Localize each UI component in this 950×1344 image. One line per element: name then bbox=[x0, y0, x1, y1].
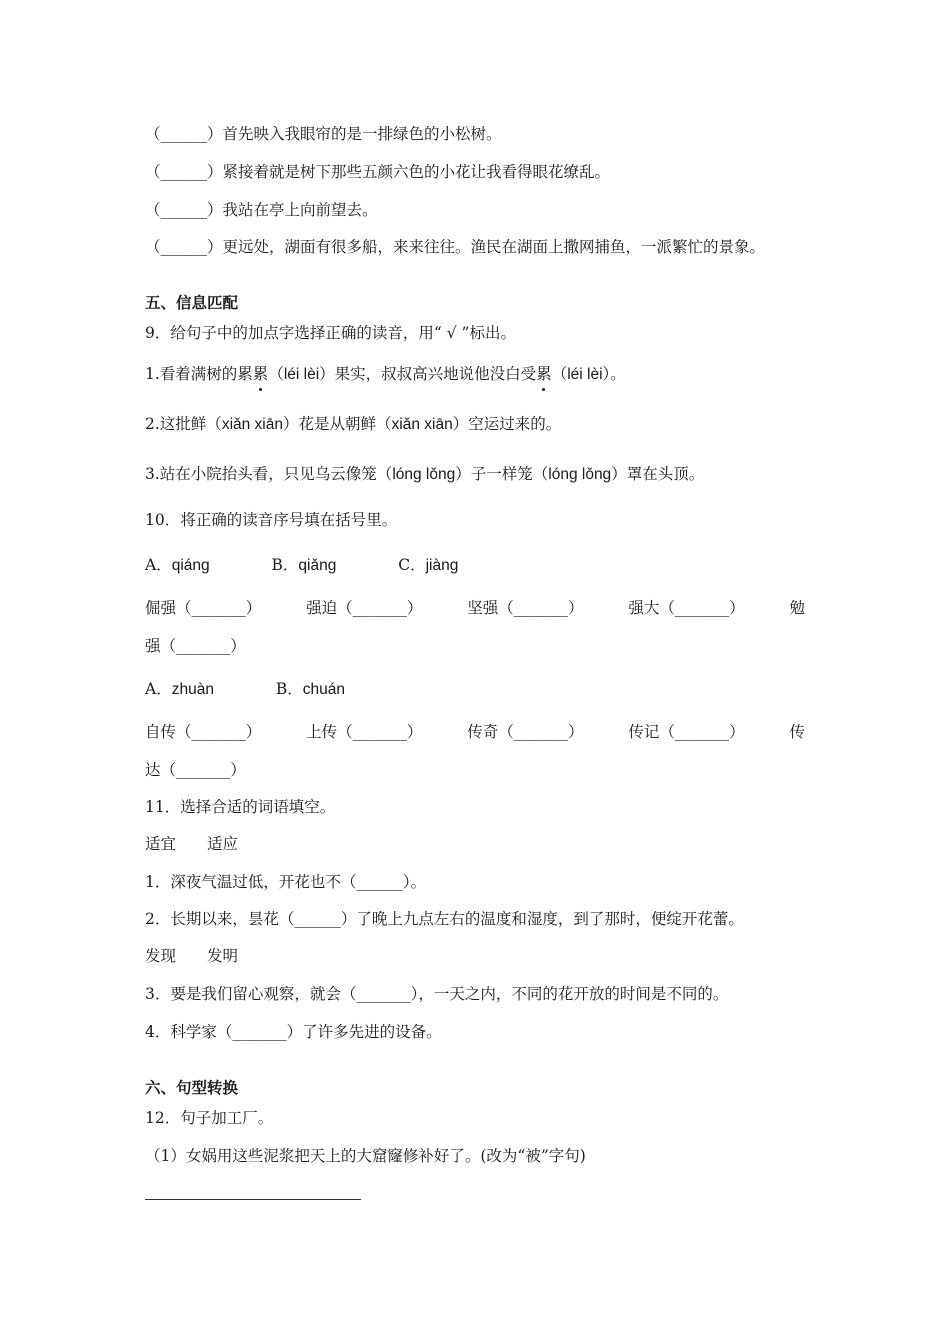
answer-line[interactable] bbox=[145, 1199, 361, 1200]
text: ）空运过来的。 bbox=[452, 415, 562, 433]
q11-line-3[interactable]: 3．要是我们留心观察，就会（_______），一天之内，不同的花开放的时间是不同的。 bbox=[145, 985, 729, 1003]
word-blank[interactable]: 强迫（_______） bbox=[306, 599, 423, 617]
option-pinyin: chuán bbox=[302, 681, 345, 698]
text: 1.看着满树的累 bbox=[145, 365, 253, 383]
q11-line-1[interactable]: 1．深夜气温过低，开花也不（______）。 bbox=[145, 873, 427, 891]
pinyin-choice[interactable]: lóng lǒng bbox=[392, 466, 456, 483]
q11-line-2[interactable]: 2．长期以来，昙花（______）了晚上九点左右的温度和湿度，到了那时，便绽开花蕾。 bbox=[145, 910, 744, 928]
word-choices-2: 发现 发明 bbox=[145, 947, 239, 965]
pinyin-choice[interactable]: léi lèi bbox=[283, 366, 320, 383]
q10-options-1 bbox=[145, 554, 458, 577]
q9-sentence-2 bbox=[145, 413, 561, 436]
paren: （ bbox=[376, 415, 392, 433]
question-10-stem: 10．将正确的读音序号填在括号里。 bbox=[145, 511, 398, 529]
word-blank: 传 bbox=[789, 723, 805, 741]
q10-words-row-2 bbox=[145, 721, 805, 743]
word-blank[interactable]: 倔强（_______） bbox=[145, 599, 262, 617]
option-label: B． bbox=[271, 556, 299, 574]
dotted-char: 累 bbox=[252, 365, 269, 383]
option-label: A． bbox=[145, 556, 172, 574]
text: ）花是从朝鲜 bbox=[283, 415, 377, 433]
word-choices-1: 适宜 适应 bbox=[145, 835, 239, 853]
word-blank[interactable]: 传奇（_______） bbox=[467, 723, 584, 741]
pinyin-choice[interactable]: xiǎn xiān bbox=[391, 416, 453, 433]
q9-sentence-3 bbox=[145, 463, 704, 486]
text: ）。 bbox=[602, 365, 626, 383]
question-11-stem: 11．选择合适的词语填空。 bbox=[145, 798, 336, 816]
question-12-stem: 12．句子加工厂。 bbox=[145, 1109, 274, 1127]
paren: （ bbox=[206, 415, 222, 433]
text: ）果实，叔叔高兴地说他没白受 bbox=[319, 365, 537, 383]
section-title: 五、信息匹配 bbox=[145, 294, 239, 312]
word-blank[interactable]: 强大（_______） bbox=[628, 599, 745, 617]
q10-words-row-1 bbox=[145, 597, 805, 619]
paren: （ bbox=[532, 465, 549, 483]
pinyin-choice[interactable]: xiǎn xiān bbox=[221, 416, 283, 433]
word-blank[interactable]: 自传（_______） bbox=[145, 723, 262, 741]
paren: （ bbox=[268, 365, 284, 383]
pinyin-choice[interactable]: léi lèi bbox=[567, 366, 603, 383]
q10-options-2 bbox=[145, 678, 345, 701]
option-pinyin: qiáng bbox=[171, 557, 210, 574]
word-blank: 勉 bbox=[789, 599, 805, 617]
q10-words-row-2-cont[interactable]: 达（_______） bbox=[145, 761, 246, 779]
order-item-1: （______）首先映入我眼帘的是一排绿色的小松树。 bbox=[145, 125, 502, 143]
q11-line-4[interactable]: 4．科学家（_______）了许多先进的设备。 bbox=[145, 1023, 442, 1041]
option-pinyin: jiàng bbox=[425, 557, 459, 574]
order-item-3: （______）我站在亭上向前望去。 bbox=[145, 201, 378, 219]
q9-sentence-1 bbox=[145, 363, 626, 386]
question-9-stem: 9．给句子中的加点字选择正确的读音，用“ √ ”标出。 bbox=[145, 324, 516, 342]
order-item-4: （______）更远处，湖面有很多船，来来往往。渔民在湖面上撒网捕鱼，一派繁忙的景象。 bbox=[145, 238, 766, 256]
paren: （ bbox=[551, 365, 568, 383]
q12-sentence-1: （1）女娲用这些泥浆把天上的大窟窿修补好了。(改为“被”字句) bbox=[145, 1147, 586, 1165]
text: 3.站在小院抬头看，只见乌云像笼 bbox=[145, 465, 377, 483]
option-pinyin: qiǎng bbox=[298, 557, 337, 574]
word-blank[interactable]: 上传（_______） bbox=[306, 723, 423, 741]
text: 2.这批鲜 bbox=[145, 415, 207, 433]
dotted-char: 累 bbox=[536, 365, 552, 383]
text: ）子一样笼 bbox=[455, 465, 533, 483]
word-blank[interactable]: 传记（_______） bbox=[628, 723, 745, 741]
paren: （ bbox=[376, 465, 393, 483]
word-blank[interactable]: 坚强（_______） bbox=[467, 599, 584, 617]
q10-words-row-1-cont[interactable]: 强（_______） bbox=[145, 637, 246, 655]
pinyin-choice[interactable]: lóng lǒng bbox=[548, 466, 612, 483]
text: ）罩在头顶。 bbox=[611, 465, 705, 483]
option-label: B． bbox=[275, 680, 303, 698]
option-label: C． bbox=[398, 556, 426, 574]
section-title: 六、句型转换 bbox=[145, 1079, 239, 1097]
option-pinyin: zhuàn bbox=[171, 681, 214, 698]
order-item-2: （______）紧接着就是树下那些五颜六色的小花让我看得眼花缭乱。 bbox=[145, 163, 611, 181]
option-label: A． bbox=[145, 680, 172, 698]
